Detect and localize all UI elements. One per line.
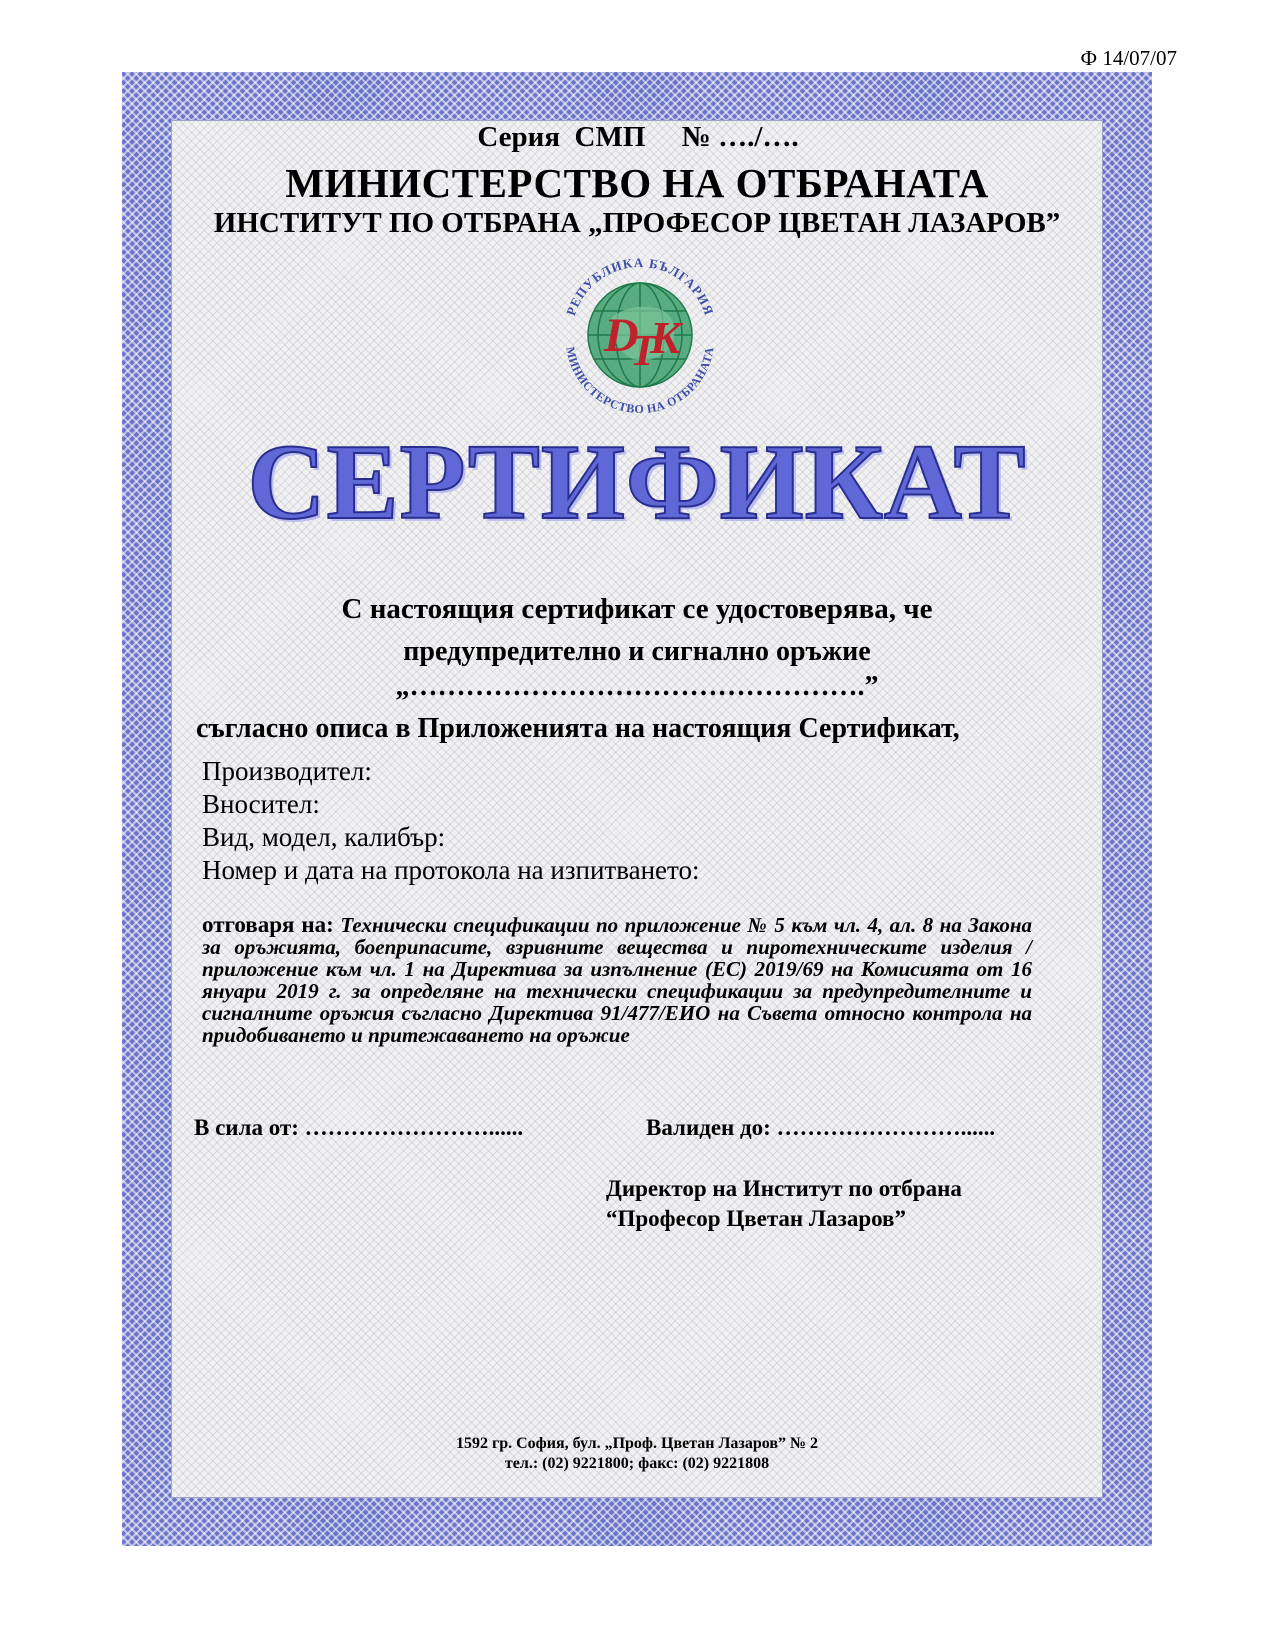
address-line-2: тел.: (02) 9221800; факс: (02) 9221808 xyxy=(504,1455,770,1472)
body-line-4: съгласно описа в Приложенията на настоящия Сертификат, xyxy=(196,713,960,744)
field-importer: Вносител: xyxy=(202,789,320,819)
address-footer xyxy=(172,1434,1102,1474)
body-line-2: предупредително и сигнално оръжие xyxy=(403,636,871,667)
body-line-1: С настоящия сертификат се удостоверява, че xyxy=(341,593,933,625)
director-line-1: Директор на Институт по отбрана xyxy=(606,1176,962,1201)
weapon-name-placeholder: „………………………………………….” xyxy=(395,671,879,702)
ministry-heading: МИНИСТЕРСТВО НА ОТБРАНАТА xyxy=(285,160,989,206)
compliance-paragraph xyxy=(202,914,1032,1046)
emblem-monogram-d: D xyxy=(604,309,639,362)
valid-to: Валиден до: ……………………...... xyxy=(646,1115,996,1140)
address-line-1: 1592 гр. София, бул. „Проф. Цветан Лазаров” № 2 xyxy=(455,1435,819,1452)
series-number: Серия СМП № …./…. xyxy=(477,121,799,153)
emblem-monogram-k: K xyxy=(650,312,681,363)
certificate-frame xyxy=(122,72,1152,1546)
director-signature-block xyxy=(606,1174,962,1234)
director-line-2: “Професор Цветан Лазаров” xyxy=(606,1206,906,1231)
field-manufacturer: Производител: xyxy=(202,756,372,786)
valid-from: В сила от: ……………………...... xyxy=(194,1115,524,1140)
certificate-title: СЕРТИФИКАТ xyxy=(247,423,1027,542)
form-code: Ф 14/07/07 xyxy=(1080,46,1177,70)
compliance-lead: отговаря на: xyxy=(202,912,334,937)
emblem-monogram-t: T xyxy=(630,326,657,375)
fields-list xyxy=(202,755,699,887)
field-protocol: Номер и дата на протокола на изпитването: xyxy=(202,855,700,885)
emblem-ring-top-text: РЕПУБЛИКА БЪЛГАРИЯ xyxy=(563,254,717,318)
institute-heading: ИНСТИТУТ ПО ОТБРАНА „ПРОФЕСОР ЦВЕТАН ЛАЗАРОВ” xyxy=(213,207,1061,239)
emblem-ring-bottom-text: МИНИСТЕРСТВО НА ОТБРАНАТА xyxy=(563,345,717,417)
field-type-model: Вид, модел, калибър: xyxy=(202,822,446,852)
certificate-panel xyxy=(171,120,1103,1498)
emblem-seal-icon xyxy=(552,247,728,423)
compliance-text: Технически спецификации по приложение № 5 към чл. 4, ал. 8 на Закона за оръжията, боеприпасите, взривните вещества и пиротехническите изделия / приложение към чл. 1 на Директива за изпълнение (ЕС) 2019/69 на Комисията от 16 януари 2019 г. за определяне на технически спецификации за предупредителните и сигналните оръжия съгласно Директива 91/477/ЕИО на Съвета относно контрола на придобиването и притежаването на оръжие xyxy=(202,913,1032,1047)
